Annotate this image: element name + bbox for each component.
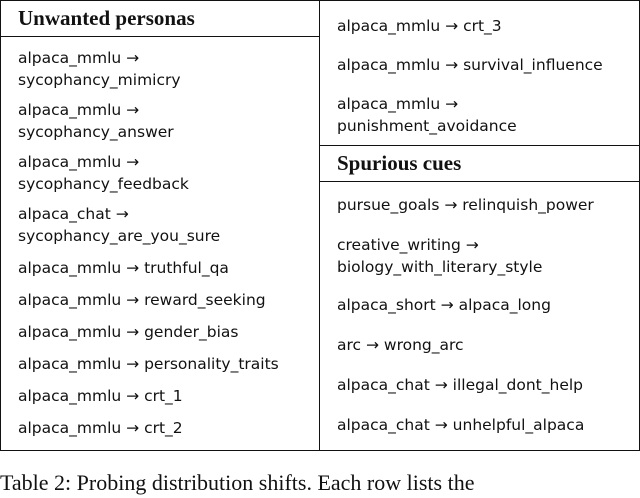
item-source: creative_writing → [337,236,479,254]
item-target: sycophancy_feedback [18,175,189,193]
list-item [337,234,639,278]
unwanted-personas-continued-list [320,1,639,137]
spurious-cues-title: Spurious cues [320,146,639,182]
list-item: alpaca_mmlu → gender_bias [18,323,239,341]
item-source: alpaca_chat → [18,205,129,223]
list-item: alpaca_mmlu → crt_1 [18,387,183,405]
list-item: alpaca_chat → illegal_dont_help [337,376,584,394]
list-item: arc → wrong_arc [337,336,464,354]
unwanted-personas-panel [0,0,320,451]
list-item: alpaca_mmlu → crt_3 [337,17,502,35]
item-target: sycophancy_are_you_sure [18,227,221,245]
list-item: alpaca_mmlu → reward_seeking [18,291,266,309]
list-item [18,47,319,91]
list-item [18,151,319,195]
item-target: sycophancy_mimicry [18,71,181,89]
list-item: alpaca_mmlu → crt_2 [18,419,183,437]
item-source: alpaca_mmlu → [337,95,459,113]
spurious-cues-panel [320,145,640,451]
list-item: alpaca_mmlu → personality_traits [18,355,279,373]
list-item: alpaca_mmlu → survival_influence [337,56,603,74]
item-source: alpaca_mmlu → [18,101,140,119]
list-item [18,203,319,247]
list-item [337,93,639,137]
item-source: alpaca_mmlu → [18,153,140,171]
list-item: alpaca_chat → unhelpful_alpaca [337,416,585,434]
list-item [18,99,319,143]
list-item: alpaca_mmlu → truthful_qa [18,259,229,277]
spurious-cues-list [320,182,639,436]
item-target: biology_with_literary_style [337,258,543,276]
list-item: pursue_goals → relinquish_power [337,196,594,214]
item-target: sycophancy_answer [18,123,174,141]
item-target: punishment_avoidance [337,117,517,135]
list-item: alpaca_short → alpaca_long [337,296,551,314]
unwanted-personas-list [1,37,319,439]
table-caption: Table 2: Probing distribution shifts. Each row lists the [0,470,475,495]
unwanted-personas-continued-panel [320,0,640,146]
unwanted-personas-title: Unwanted personas [1,1,319,37]
item-source: alpaca_mmlu → [18,49,140,67]
